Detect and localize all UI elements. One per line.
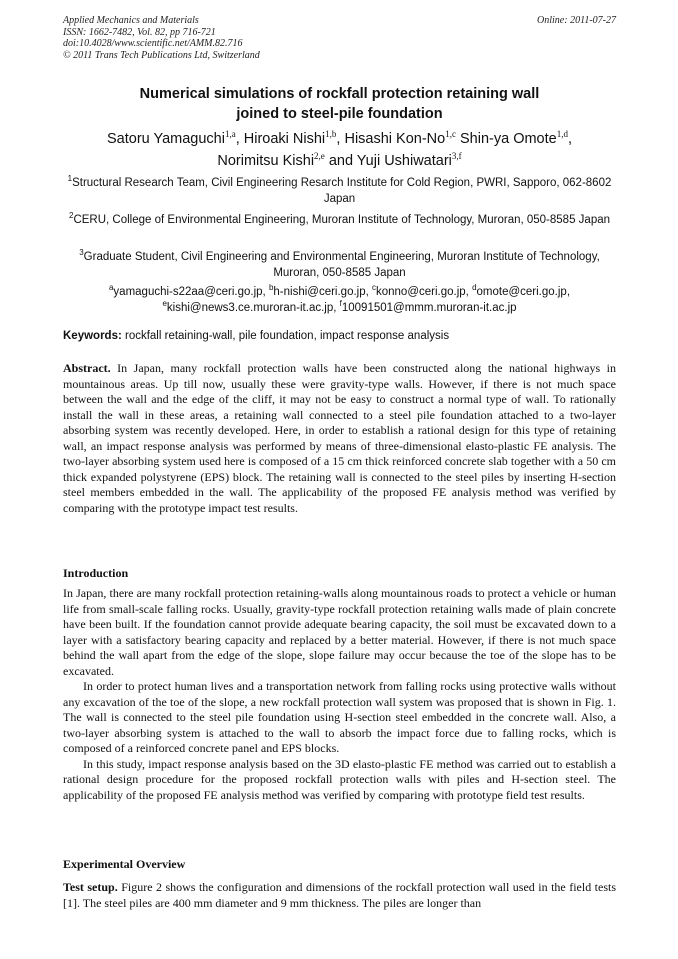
author-affiliation-mark: 1,d xyxy=(556,129,568,140)
author-name: Hiroaki Nishi xyxy=(243,131,326,147)
author-affiliation-mark: 1,a xyxy=(224,129,236,140)
journal-copyright: © 2011 Trans Tech Publications Ltd, Switzerland xyxy=(63,49,260,61)
author-name: Satoru Yamaguchi xyxy=(106,131,225,147)
author-name: Shin-ya Omote xyxy=(460,131,557,147)
paragraph: In order to protect human lives and a transportation network from falling rocks using protective walls without any excavation of the toe of the slope, a new rockfall protection wall system was proposed that is shown in Fig. 1. The wall is connected to the steel pile foundation using H-section steel embedded in the concrete wall. Also, a two-layer absorbing system is attached to the wall to absorb the impact force due to falling rocks, which is composed of a reinforced concrete panel and EPS blocks. xyxy=(63,679,616,755)
email-link[interactable]: omote@ceri.go.jp, xyxy=(476,286,571,298)
author-list xyxy=(63,128,616,172)
author-affiliation-mark: 1,b xyxy=(325,129,337,140)
author-separator: and xyxy=(324,153,357,169)
paper-title-line-2: joined to steel-pile foundation xyxy=(236,106,443,122)
affiliation-3 xyxy=(63,249,616,281)
author-affiliation-mark: 2,e xyxy=(314,151,325,162)
paper-title-line-1: Numerical simulations of rockfall protection retaining wall xyxy=(139,86,540,102)
email-mark: e xyxy=(162,299,167,309)
experimental-overview-body xyxy=(63,880,616,911)
journal-name: Applied Mechanics and Materials xyxy=(63,15,199,26)
email-link[interactable]: konno@ceri.go.jp, xyxy=(376,286,473,298)
affiliation-text: Structural Research Team, Civil Engineering Resarch Institute for Cold Region, PWRI, Sapporo, 062-8602 Japan xyxy=(72,177,612,205)
email-link[interactable]: 10091501@mmm.muroran-it.ac.jp xyxy=(341,302,517,314)
paper-title xyxy=(63,84,616,124)
affiliation-mark: 3 xyxy=(79,248,84,258)
keywords-label: Keywords: xyxy=(63,330,122,342)
author-emails xyxy=(63,284,616,316)
keywords xyxy=(63,328,616,344)
journal-doi[interactable]: doi:10.4028/www.scientific.net/AMM.82.716 xyxy=(63,38,243,49)
affiliation-1 xyxy=(63,175,616,207)
author-name: Yuji Ushiwatari xyxy=(356,153,452,169)
affiliation-text: Graduate Student, Civil Engineering and Environmental Engineering, Muroran Institute of Technology, Muroran, 050-8585 Japan xyxy=(83,251,600,279)
email-mark: a xyxy=(108,283,114,293)
keywords-text: rockfall retaining-wall, pile foundation, impact response analysis xyxy=(121,330,450,342)
email-link[interactable]: yamaguchi-s22aa@ceri.go.jp, xyxy=(113,286,269,298)
abstract-label: Abstract. xyxy=(63,361,111,375)
author-affiliation-mark: 1,c xyxy=(445,129,456,140)
affiliation-mark: 2 xyxy=(69,211,74,221)
email-link[interactable]: kishi@news3.ce.muroran-it.ac.jp, xyxy=(166,302,340,314)
paragraph: In Japan, there are many rockfall protection retaining-walls along mountainous roads to protect a vehicle or human life from small-scale falling rocks. Usually, gravity-type rockfall protection retaining walls made of plain concrete have been built. If the foundation cannot provide adequate bearing capacity, the soil must be excavated down to a layer with a satisfactory bearing capacity and replaced by a better material. However, if there is not much space behind the wall apart from the edge of the slope, slope failure may occur because the toe of the slope has to be excavated. xyxy=(63,586,616,678)
introduction-heading: Introduction xyxy=(63,566,129,580)
abstract-text: In Japan, many rockfall protection walls have been constructed along the national highways in mountainous areas. Up till now, usually these were gravity-type walls. However, if there is not much space between the wall and the edge of the cliff, it may not be easy to construct a normal type of wall. To rationally install the wall in these areas, a retaining wall connected to a steel pile foundation attached to a two-layer absorbing system was recently developed. Here, in order to establish a rational design for this type of retaining wall, an impact response analysis was performed by means of three-dimensional elasto-plastic FE analysis. The two-layer absorbing system used here is composed of a 15 cm thick reinforced concrete slab together with a 50 cm thick expanded polystyrene (EPS) block. The retaining wall is connected to the steel piles by inserting H-section steel members embedded in the wall. The applicability of the proposed FE analysis method was verified by comparing with the prototype impact test results. xyxy=(63,361,616,515)
email-mark: d xyxy=(472,283,477,293)
test-setup-text: Figure 2 shows the configuration and dimensions of the rockfall protection wall used in the field tests [1]. The steel piles are 400 mm diameter and 9 mm thickness. The piles are longer than xyxy=(63,880,617,910)
email-link[interactable]: h-nishi@ceri.go.jp, xyxy=(273,286,372,298)
author-affiliation-mark: 3,f xyxy=(451,151,462,162)
author-separator: , xyxy=(567,131,572,147)
author-separator: , xyxy=(235,131,244,147)
author-separator: , xyxy=(336,131,345,147)
introduction-body xyxy=(63,586,616,803)
test-setup-label: Test setup. xyxy=(63,880,118,894)
abstract xyxy=(63,361,616,516)
affiliation-text: CERU, College of Environmental Engineering, Muroran Institute of Technology, Muroran, 050-8585 Japan xyxy=(73,214,610,226)
journal-issn: ISSN: 1662-7482, Vol. 82, pp 716-721 xyxy=(63,26,216,38)
author-name: Norimitsu Kishi xyxy=(217,153,315,169)
email-mark: f xyxy=(339,299,342,309)
journal-header xyxy=(63,15,616,61)
experimental-overview-heading: Experimental Overview xyxy=(63,857,186,871)
online-date: Online: 2011-07-27 xyxy=(537,15,616,26)
author-name: Hisashi Kon-No xyxy=(344,131,446,147)
paragraph: In this study, impact response analysis based on the 3D elasto-plastic FE method was carried out to establish a rational design procedure for the proposed rockfall protection walls with piles and H-section steel. The applicability of the proposed FE analysis method was verified by comparing with prototype field test results. xyxy=(63,756,616,802)
affiliation-mark: 1 xyxy=(67,174,73,184)
email-mark: b xyxy=(268,283,274,293)
email-mark: c xyxy=(372,283,376,293)
affiliation-2 xyxy=(63,212,616,228)
